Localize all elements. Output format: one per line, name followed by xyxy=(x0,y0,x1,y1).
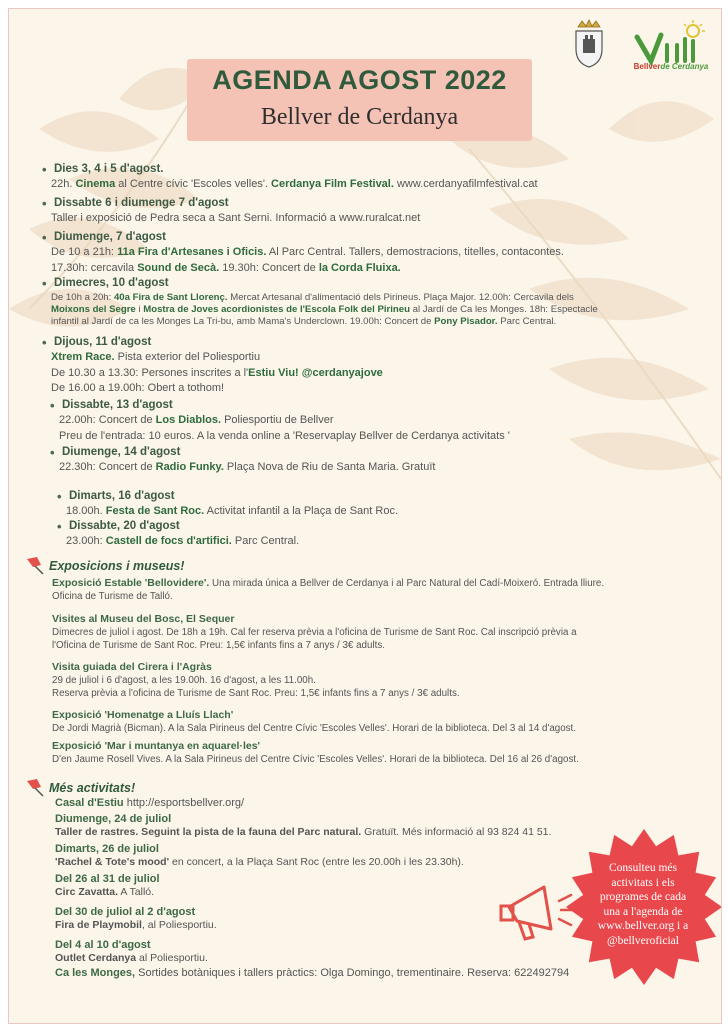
exhibition-detail: Reserva prèvia a l'oficina de Turisme de Sant Roc. Preu: 1,5€ infants fins a 7 anys / 3€ adults. xyxy=(52,688,460,699)
exhibition-title: Exposició 'Mar i muntanya en aquarel·les' xyxy=(52,740,261,752)
agenda-detail: Moixons del Segre i Mostra de Joves acordionistes de l'Escola Folk del Pirineu al Jardí de Ca les Monges. 18h: Espectacle xyxy=(51,304,598,316)
callout-line: programes de cada xyxy=(599,891,687,903)
exhibition-detail: De Jordi Magrià (Bicman). A la Sala Pirineus del Centre Cívic 'Escoles Velles'. Horari de la biblioteca. Del 3 al 14 d'agost. xyxy=(52,723,577,734)
agenda-day: • Dissabte, 13 d'agost xyxy=(62,399,173,411)
activity-title: Dimarts, 26 de juliol xyxy=(55,843,159,855)
exhibition-detail: 29 de juliol i 6 d'agost, a les 19.00h. 16 d'agost, a les 11.00h. xyxy=(52,675,316,686)
activity-detail: Fira de Playmobil, al Poliesportiu. xyxy=(55,919,217,931)
agenda-detail: De 10.30 a 13.30: Persones inscrites a l'Estiu Viu! @cerdanyajove xyxy=(51,366,383,379)
agenda-day: • Dijous, 11 d'agost xyxy=(54,336,151,348)
activity-title: Del 4 al 10 d'agost xyxy=(55,939,151,951)
callout-text xyxy=(575,861,711,948)
agenda-detail: Preu de l'entrada: 10 euros. A la venda online a 'Reservaplay Bellver de Cerdanya activitats ' xyxy=(59,429,510,442)
agenda-day: • Dissabte 6 i diumenge 7 d'agost xyxy=(54,197,229,209)
agenda-day: • Dimecres, 10 d'agost xyxy=(54,277,169,289)
agenda-detail: 22.00h: Concert de Los Diablos. Poliesportiu de Bellver xyxy=(59,414,334,426)
activity-title: Casal d'Estiu http://esportsbellver.org/ xyxy=(55,797,245,809)
exhibition-detail: D'en Jaume Rosell Vives. A la Sala Pirineus del Centre Cívic 'Escoles Velles'. Horari de la biblioteca. Del 16 al 26 d'agost. xyxy=(52,754,579,765)
activity-detail: Outlet Cerdanya al Poliesportiu. xyxy=(55,952,208,964)
agenda-detail: 22h. Cinema al Centre cívic 'Escoles velles'. Cerdanya Film Festival. www.cerdanyafilmfestival.cat xyxy=(51,178,538,190)
pushpin-icon xyxy=(23,777,45,797)
page-title: AGENDA AGOST 2022 xyxy=(212,65,507,95)
callout-line: Consulteu més xyxy=(608,862,678,874)
agenda-day: • Dissabte, 20 d'agost xyxy=(69,520,180,532)
pushpin-icon xyxy=(23,555,45,575)
logo-text: Bellverde Cerdanya xyxy=(633,62,709,71)
exhibition-detail: Dimecres de juliol i agost. De 18h a 19h. Cal fer reserva prèvia a l'oficina de Turisme de Sant Roc. Cal inscripció prèvia a xyxy=(52,627,577,638)
exhibition-title: Exposició Estable 'Bellovidere'. Una mirada única a Bellver de Cerdanya i al Parc Natural del Cadí-Moixeró. Entrada lliure. xyxy=(52,577,605,589)
exhibitions-heading: Exposicions i museus! xyxy=(49,559,185,573)
agenda-day: • Dimarts, 16 d'agost xyxy=(69,490,175,502)
town-crest-icon xyxy=(572,19,606,69)
agenda-detail: Xtrem Race. Pista exterior del Poliesportiu xyxy=(51,351,261,363)
activity-detail: Taller de rastres. Seguint la pista de la fauna del Parc natural. Gratuït. Més informació al 93 824 41 51. xyxy=(55,826,552,838)
agenda-detail: infantil al Jardí de ca les Monges La Tri-bu, amb Mama's Underclown. 19.00h: Concert de Pony Pisador. Parc Central. xyxy=(51,316,557,328)
callout-line: activitats i els xyxy=(611,876,675,889)
exhibition-title: Visites al Museu del Bosc, El Sequer xyxy=(52,613,235,625)
page-subtitle: Bellver de Cerdanya xyxy=(260,104,459,130)
agenda-detail: De 16.00 a 19.00h: Obert a tothom! xyxy=(51,382,225,395)
agenda-day: • Dies 3, 4 i 5 d'agost. xyxy=(54,163,163,175)
agenda-detail: De 10 a 21h: 11a Fira d'Artesanes i Oficis. Al Parc Central. Tallers, demostracions, titelles, contacontes. xyxy=(51,246,564,258)
agenda-detail: 17.30h: cercavila Sound de Secà. 19.30h: Concert de la Corda Fluixa. xyxy=(51,261,401,274)
poster xyxy=(8,8,722,1024)
agenda-detail: Taller i exposició de Pedra seca a Sant Serni. Informació a www.ruralcat.net xyxy=(51,212,421,224)
callout-line: @bellveroficial xyxy=(607,934,679,947)
agenda-detail: 22.30h: Concert de Radio Funky. Plaça Nova de Riu de Santa Maria. Gratuït xyxy=(59,461,436,473)
agenda-day: • Diumenge, 14 d'agost xyxy=(62,446,180,458)
agenda-day: • Diumenge, 7 d'agost xyxy=(54,231,166,243)
callout-line: www.bellver.org i a xyxy=(597,920,689,932)
activity-title: Del 30 de juliol al 2 d'agost xyxy=(55,906,196,918)
exhibition-detail: Oficina de Turisme de Talló. xyxy=(52,591,173,602)
activity-title: Del 26 al 31 de juliol xyxy=(55,873,160,885)
exhibition-title: Visita guiada del Cirera i l'Agràs xyxy=(52,661,212,673)
exhibition-detail: l'Oficina de Turisme de Sant Roc. Preu: 1,5€ infants fins a 7 anys / 3€ adults. xyxy=(52,640,385,651)
agenda-detail: 18.00h. Festa de Sant Roc. Activitat infantil a la Plaça de Sant Roc. xyxy=(66,505,399,517)
agenda-detail: De 10h a 20h: 40a Fira de Sant Llorenç. Mercat Artesanal d'alimentació dels Pirineus. Plaça Major. 12.00h: Cercavila dels xyxy=(51,292,574,303)
agenda-detail: 23.00h: Castell de focs d'artifici. Parc Central. xyxy=(66,535,300,547)
activity-detail: 'Rachel & Tote's mood' en concert, a la Plaça Sant Roc (entre les 20.00h i les 23.30h). xyxy=(55,856,464,868)
activity-title: Ca les Monges, Sortides botàniques i tallers pràctics: Olga Domingo, trementinaire. Reserva: 622492794 xyxy=(55,967,570,979)
activities-heading: Més activitats! xyxy=(49,781,136,795)
activity-detail: Circ Zavatta. A Talló. xyxy=(55,886,155,898)
activity-title: Diumenge, 24 de juliol xyxy=(55,813,172,825)
exhibition-title: Exposició 'Homenatge a Lluís Llach' xyxy=(52,709,234,721)
callout-line: una a l'agenda de xyxy=(603,905,683,918)
